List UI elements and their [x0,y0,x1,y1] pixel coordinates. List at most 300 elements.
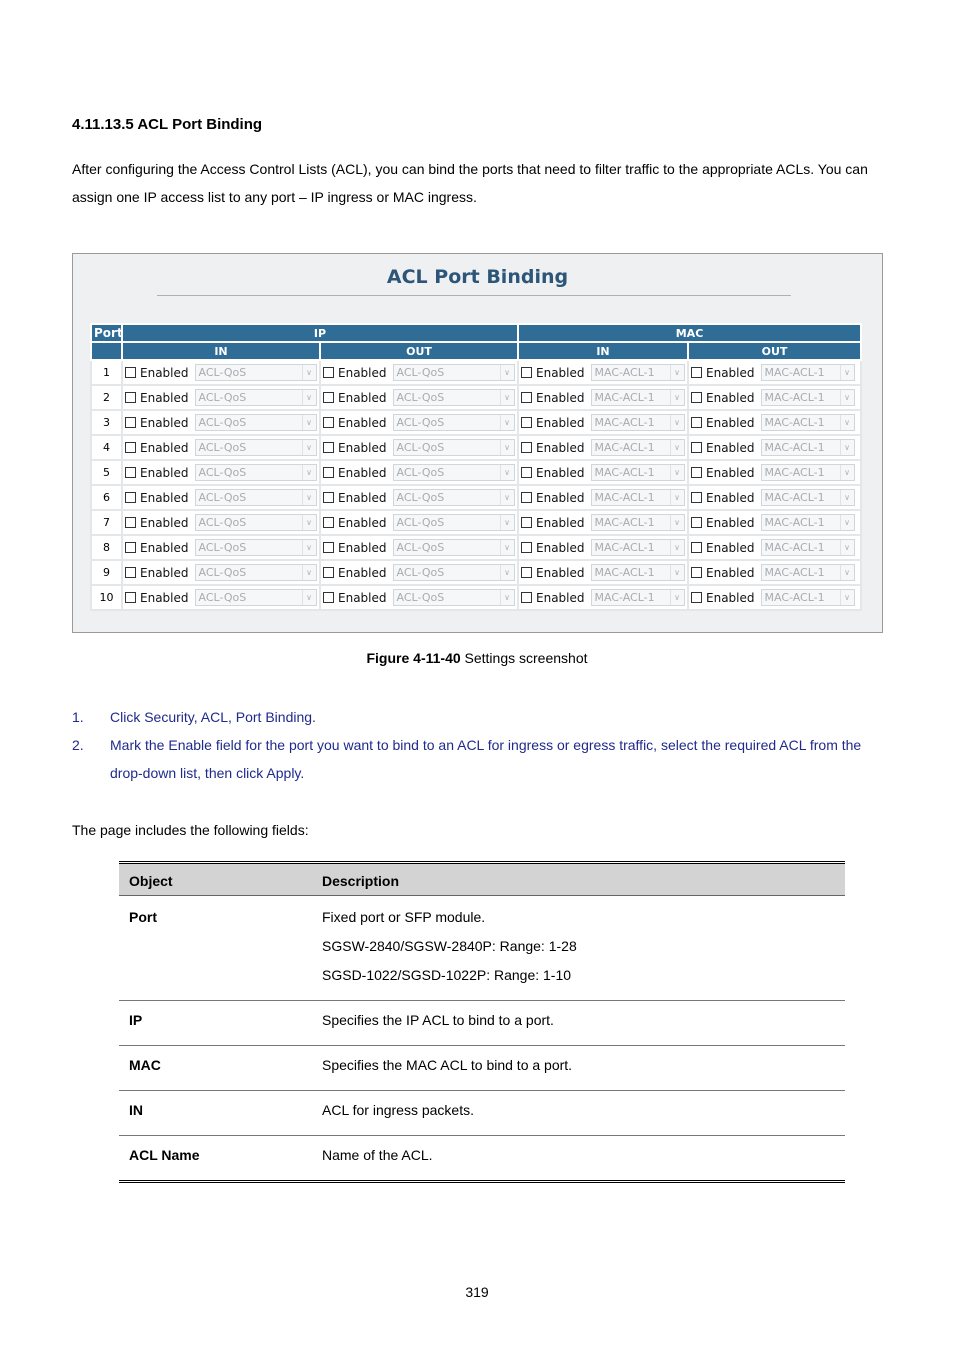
cell-ip-out [320,410,518,435]
enabled-label: Enabled [338,590,387,605]
ip-out-enabled-checkbox[interactable] [323,392,334,403]
field-object: ACL Name [119,1136,312,1182]
acl-select-value: MAC-ACL-1 [764,466,825,479]
enabled-label: Enabled [338,565,387,580]
chevron-down-icon[interactable]: ∨ [302,415,316,430]
chevron-down-icon[interactable]: ∨ [500,465,514,480]
chevron-down-icon[interactable]: ∨ [302,365,316,380]
mac-out-enabled-checkbox[interactable] [691,517,702,528]
fields-intro: The page includes the following fields: [72,822,309,838]
ip-out-acl-select[interactable] [393,389,515,406]
mac-out-control [691,414,858,431]
chevron-down-icon[interactable]: ∨ [302,490,316,505]
mac-out-control [691,539,858,556]
enabled-label: Enabled [338,515,387,530]
mac-in-acl-select[interactable] [591,364,685,381]
cell-ip-out [320,435,518,460]
ip-in-acl-select[interactable] [195,389,317,406]
acl-select-value: ACL-QoS [396,516,445,529]
cell-mac-out [688,435,861,460]
enabled-label: Enabled [338,490,387,505]
enabled-label: Enabled [140,565,189,580]
acl-select-value: ACL-QoS [396,416,445,429]
mac-out-enabled-checkbox[interactable] [691,392,702,403]
cell-mac-in [518,510,688,535]
acl-select-value: MAC-ACL-1 [764,566,825,579]
chevron-down-icon[interactable]: ∨ [670,490,684,505]
enabled-label: Enabled [338,540,387,555]
mac-out-acl-select[interactable] [761,589,855,606]
cell-mac-out [688,535,861,560]
port-number: 3 [91,410,122,435]
chevron-down-icon[interactable]: ∨ [302,540,316,555]
mac-in-control [521,564,685,581]
acl-select-value: MAC-ACL-1 [764,416,825,429]
mac-out-control [691,364,858,381]
ip-out-enabled-checkbox[interactable] [323,592,334,603]
chevron-down-icon[interactable]: ∨ [670,515,684,530]
enabled-label: Enabled [536,415,585,430]
cell-mac-out [688,560,861,585]
ip-in-acl-select[interactable] [195,464,317,481]
mac-out-enabled-checkbox[interactable] [691,467,702,478]
port-number: 1 [91,360,122,385]
header-mac: MAC [518,324,861,342]
mac-in-enabled-checkbox[interactable] [521,592,532,603]
cell-ip-in [122,460,320,485]
chevron-down-icon[interactable]: ∨ [500,515,514,530]
chevron-down-icon[interactable]: ∨ [670,540,684,555]
port-number: 10 [91,585,122,610]
chevron-down-icon[interactable]: ∨ [840,590,854,605]
ip-out-enabled-checkbox[interactable] [323,542,334,553]
field-description: Name of the ACL. [312,1136,845,1182]
ip-in-enabled-checkbox[interactable] [125,567,136,578]
mac-out-enabled-checkbox[interactable] [691,542,702,553]
mac-in-control [521,589,685,606]
ip-out-acl-select[interactable] [393,514,515,531]
mac-in-enabled-checkbox[interactable] [521,442,532,453]
ip-in-acl-select[interactable] [195,414,317,431]
acl-select-value: MAC-ACL-1 [594,441,655,454]
mac-in-acl-select[interactable] [591,514,685,531]
field-description: Specifies the IP ACL to bind to a port. [312,1001,845,1046]
acl-select-value: MAC-ACL-1 [594,416,655,429]
acl-select-value: ACL-QoS [396,391,445,404]
chevron-down-icon[interactable]: ∨ [500,440,514,455]
ip-in-control [125,464,317,481]
mac-out-control [691,464,858,481]
mac-in-control [521,364,685,381]
enabled-label: Enabled [338,440,387,455]
cell-ip-in [122,560,320,585]
field-description-line: Fixed port or SFP module. [322,909,486,925]
acl-select-value: MAC-ACL-1 [594,491,655,504]
enabled-label: Enabled [706,365,755,380]
enabled-label: Enabled [536,565,585,580]
ip-in-acl-select[interactable] [195,364,317,381]
ip-out-enabled-checkbox[interactable] [323,467,334,478]
enabled-label: Enabled [140,540,189,555]
acl-select-value: ACL-QoS [198,466,247,479]
cell-mac-out [688,485,861,510]
ip-in-acl-select[interactable] [195,564,317,581]
cell-ip-out [320,510,518,535]
table-row [119,896,845,1001]
mac-in-enabled-checkbox[interactable] [521,517,532,528]
mac-out-acl-select[interactable] [761,489,855,506]
table-row [91,535,861,560]
mac-in-acl-select[interactable] [591,564,685,581]
cell-mac-in [518,535,688,560]
ip-in-enabled-checkbox[interactable] [125,492,136,503]
header-ip-out: OUT [320,342,518,360]
cell-mac-out [688,510,861,535]
enabled-label: Enabled [706,415,755,430]
header-mac-out: OUT [688,342,861,360]
enabled-label: Enabled [536,490,585,505]
ip-out-acl-select[interactable] [393,539,515,556]
enabled-label: Enabled [706,490,755,505]
table-row [91,435,861,460]
ip-in-enabled-checkbox[interactable] [125,367,136,378]
acl-select-value: MAC-ACL-1 [594,516,655,529]
ip-out-enabled-checkbox[interactable] [323,417,334,428]
cell-mac-out [688,585,861,610]
ip-out-enabled-checkbox[interactable] [323,517,334,528]
ip-in-enabled-checkbox[interactable] [125,517,136,528]
cell-ip-in [122,535,320,560]
enabled-label: Enabled [140,490,189,505]
chevron-down-icon[interactable]: ∨ [302,440,316,455]
ip-out-control [323,489,515,506]
cell-ip-out [320,535,518,560]
cell-ip-out [320,585,518,610]
ip-out-enabled-checkbox[interactable] [323,567,334,578]
ip-out-acl-select[interactable] [393,464,515,481]
acl-select-value: ACL-QoS [396,566,445,579]
cell-ip-out [320,385,518,410]
ip-out-control [323,439,515,456]
mac-out-acl-select[interactable] [761,389,855,406]
port-number: 6 [91,485,122,510]
mac-in-acl-select[interactable] [591,489,685,506]
mac-in-enabled-checkbox[interactable] [521,492,532,503]
acl-select-value: MAC-ACL-1 [764,541,825,554]
table-row [119,1046,845,1091]
ip-out-control [323,589,515,606]
table-row [91,385,861,410]
acl-select-value: MAC-ACL-1 [764,366,825,379]
field-description-line: SGSD-1022/SGSD-1022P: Range: 1-10 [322,967,572,983]
fields-header-description: Description [312,863,845,896]
cell-mac-out [688,385,861,410]
enabled-label: Enabled [706,465,755,480]
mac-out-acl-select[interactable] [761,564,855,581]
chevron-down-icon[interactable]: ∨ [840,465,854,480]
ip-in-control [125,489,317,506]
enabled-label: Enabled [338,390,387,405]
acl-select-value: ACL-QoS [198,416,247,429]
header-ip: IP [122,324,518,342]
ip-in-acl-select[interactable] [195,589,317,606]
ip-out-enabled-checkbox[interactable] [323,442,334,453]
acl-select-value: MAC-ACL-1 [594,366,655,379]
port-number: 5 [91,460,122,485]
mac-in-control [521,539,685,556]
figure-title: ACL Port Binding [386,266,569,288]
mac-in-enabled-checkbox[interactable] [521,467,532,478]
ip-out-control [323,539,515,556]
cell-mac-in [518,360,688,385]
chevron-down-icon[interactable]: ∨ [500,490,514,505]
mac-out-acl-select[interactable] [761,464,855,481]
figure-screenshot [72,253,883,633]
chevron-down-icon[interactable]: ∨ [302,565,316,580]
step-number: 2. [72,737,84,753]
mac-out-enabled-checkbox[interactable] [691,417,702,428]
mac-out-enabled-checkbox[interactable] [691,592,702,603]
mac-out-control [691,589,858,606]
caption-label: Figure 4-11-40 [366,650,461,666]
cell-mac-in [518,385,688,410]
enabled-label: Enabled [536,540,585,555]
chevron-down-icon[interactable]: ∨ [840,515,854,530]
ip-in-enabled-checkbox[interactable] [125,542,136,553]
mac-out-control [691,489,858,506]
intro-text: After configuring the Access Control Lists (ACL), you can bind the ports that need to filter traffic to the appropriate ACLs. You can assign one IP access list to any port – IP ingress or MAC ingress. [72,161,868,205]
enabled-label: Enabled [338,415,387,430]
port-number: 7 [91,510,122,535]
chevron-down-icon[interactable]: ∨ [500,565,514,580]
ip-out-acl-select[interactable] [393,589,515,606]
ip-out-enabled-checkbox[interactable] [323,367,334,378]
acl-select-value: ACL-QoS [396,541,445,554]
enabled-label: Enabled [140,515,189,530]
acl-select-value: ACL-QoS [198,566,247,579]
chevron-down-icon[interactable]: ∨ [670,565,684,580]
mac-out-enabled-checkbox[interactable] [691,492,702,503]
ip-out-control [323,564,515,581]
cell-ip-in [122,410,320,435]
chevron-down-icon[interactable]: ∨ [840,540,854,555]
mac-in-acl-select[interactable] [591,389,685,406]
ip-out-control [323,364,515,381]
acl-select-value: ACL-QoS [396,591,445,604]
acl-select-value: MAC-ACL-1 [594,566,655,579]
enabled-label: Enabled [140,365,189,380]
ip-out-acl-select[interactable] [393,414,515,431]
cell-ip-out [320,460,518,485]
cell-mac-in [518,460,688,485]
field-object: IP [119,1001,312,1046]
enabled-label: Enabled [536,590,585,605]
mac-in-acl-select[interactable] [591,589,685,606]
ip-in-acl-select[interactable] [195,439,317,456]
ip-in-control [125,539,317,556]
field-object: MAC [119,1046,312,1091]
acl-select-value: ACL-QoS [198,441,247,454]
enabled-label: Enabled [140,415,189,430]
ip-in-enabled-checkbox[interactable] [125,442,136,453]
chevron-down-icon[interactable]: ∨ [840,565,854,580]
enabled-label: Enabled [536,515,585,530]
cell-mac-in [518,560,688,585]
port-number: 9 [91,560,122,585]
cell-ip-in [122,360,320,385]
ip-in-enabled-checkbox[interactable] [125,392,136,403]
chevron-down-icon[interactable]: ∨ [840,365,854,380]
acl-select-value: ACL-QoS [198,541,247,554]
port-number: 2 [91,385,122,410]
chevron-down-icon[interactable]: ∨ [500,590,514,605]
acl-port-binding-table [90,323,862,611]
enabled-label: Enabled [338,365,387,380]
enabled-label: Enabled [140,590,189,605]
field-description: Specifies the MAC ACL to bind to a port. [312,1046,845,1091]
chevron-down-icon[interactable]: ∨ [500,540,514,555]
acl-select-value: ACL-QoS [198,516,247,529]
mac-in-enabled-checkbox[interactable] [521,567,532,578]
mac-out-acl-select[interactable] [761,414,855,431]
enabled-label: Enabled [536,390,585,405]
mac-out-enabled-checkbox[interactable] [691,367,702,378]
mac-in-acl-select[interactable] [591,439,685,456]
step-item [72,731,884,787]
enabled-label: Enabled [536,365,585,380]
header-port-blank [91,342,122,360]
cell-mac-in [518,485,688,510]
chevron-down-icon[interactable]: ∨ [670,440,684,455]
chevron-down-icon[interactable]: ∨ [840,415,854,430]
ip-out-enabled-checkbox[interactable] [323,492,334,503]
mac-in-enabled-checkbox[interactable] [521,367,532,378]
mac-out-enabled-checkbox[interactable] [691,567,702,578]
mac-in-control [521,489,685,506]
ip-out-acl-select[interactable] [393,564,515,581]
chevron-down-icon[interactable]: ∨ [670,415,684,430]
page-number: 319 [465,1284,489,1300]
field-description [312,896,845,1001]
table-row [119,1001,845,1046]
chevron-down-icon[interactable]: ∨ [670,465,684,480]
fields-table [119,861,845,1183]
cell-ip-out [320,485,518,510]
mac-out-acl-select[interactable] [761,514,855,531]
cell-ip-in [122,510,320,535]
mac-out-control [691,514,858,531]
enabled-label: Enabled [706,590,755,605]
mac-out-acl-select[interactable] [761,539,855,556]
chevron-down-icon[interactable]: ∨ [670,590,684,605]
mac-in-enabled-checkbox[interactable] [521,392,532,403]
chevron-down-icon[interactable]: ∨ [500,415,514,430]
ip-in-control [125,439,317,456]
mac-in-acl-select[interactable] [591,539,685,556]
field-object: Port [119,896,312,1001]
header-mac-in: IN [518,342,688,360]
enabled-label: Enabled [706,440,755,455]
mac-out-acl-select[interactable] [761,439,855,456]
acl-select-value: ACL-QoS [396,441,445,454]
ip-in-enabled-checkbox[interactable] [125,417,136,428]
field-object: IN [119,1091,312,1136]
table-row [91,485,861,510]
cell-ip-in [122,385,320,410]
chevron-down-icon[interactable]: ∨ [302,465,316,480]
mac-in-control [521,389,685,406]
chevron-down-icon[interactable]: ∨ [670,390,684,405]
mac-out-acl-select[interactable] [761,364,855,381]
port-number: 4 [91,435,122,460]
mac-in-control [521,414,685,431]
acl-select-value: ACL-QoS [396,466,445,479]
cell-ip-out [320,360,518,385]
chevron-down-icon[interactable]: ∨ [302,390,316,405]
step-text: Click Security, ACL, Port Binding. [110,709,316,725]
cell-mac-out [688,460,861,485]
ip-out-acl-select[interactable] [393,489,515,506]
ip-in-control [125,389,317,406]
field-description: ACL for ingress packets. [312,1091,845,1136]
enabled-label: Enabled [140,440,189,455]
chevron-down-icon[interactable]: ∨ [500,390,514,405]
acl-select-value: MAC-ACL-1 [594,541,655,554]
acl-select-value: ACL-QoS [198,391,247,404]
caption-text: Settings screenshot [460,650,588,666]
cell-mac-in [518,585,688,610]
mac-out-enabled-checkbox[interactable] [691,442,702,453]
mac-in-acl-select[interactable] [591,414,685,431]
chevron-down-icon[interactable]: ∨ [840,440,854,455]
chevron-down-icon[interactable]: ∨ [500,365,514,380]
ip-in-acl-select[interactable] [195,514,317,531]
enabled-label: Enabled [140,465,189,480]
enabled-label: Enabled [536,440,585,455]
chevron-down-icon[interactable]: ∨ [840,490,854,505]
enabled-label: Enabled [140,390,189,405]
step-item [72,703,884,731]
table-row [91,510,861,535]
enabled-label: Enabled [706,390,755,405]
step-text: Mark the Enable field for the port you want to bind to an ACL for ingress or egress traffic, select the required ACL from the drop-down list, then click Apply. [110,737,862,781]
table-row [91,410,861,435]
mac-in-enabled-checkbox[interactable] [521,417,532,428]
ip-in-acl-select[interactable] [195,489,317,506]
chevron-down-icon[interactable]: ∨ [302,590,316,605]
ip-out-acl-select[interactable] [393,439,515,456]
ip-in-enabled-checkbox[interactable] [125,467,136,478]
ip-in-acl-select[interactable] [195,539,317,556]
table-row [119,1136,845,1182]
ip-in-enabled-checkbox[interactable] [125,592,136,603]
mac-out-control [691,389,858,406]
ip-out-acl-select[interactable] [393,364,515,381]
chevron-down-icon[interactable]: ∨ [302,515,316,530]
chevron-down-icon[interactable]: ∨ [840,390,854,405]
mac-in-acl-select[interactable] [591,464,685,481]
acl-select-value: ACL-QoS [198,491,247,504]
binding-rows [91,360,861,610]
fields-header-object: Object [119,863,312,896]
acl-select-value: ACL-QoS [198,366,247,379]
section-heading: 4.11.13.5 ACL Port Binding [72,116,263,133]
mac-in-enabled-checkbox[interactable] [521,542,532,553]
acl-select-value: MAC-ACL-1 [764,591,825,604]
chevron-down-icon[interactable]: ∨ [670,365,684,380]
mac-out-control [691,439,858,456]
enabled-label: Enabled [338,465,387,480]
